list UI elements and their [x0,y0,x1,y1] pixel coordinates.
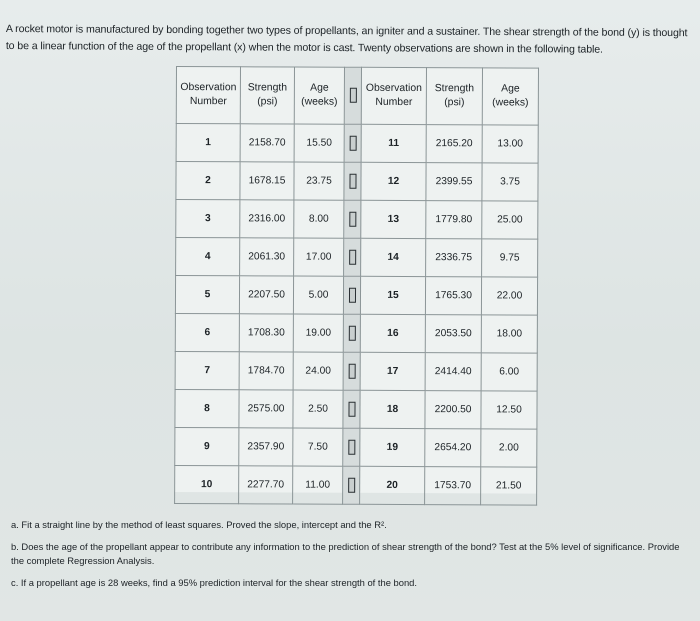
cell-strength: 2165.20 [426,125,482,163]
cell-observation-number: 18 [360,390,425,428]
separator-mark [349,88,356,103]
table-row [175,389,537,429]
observations-table [174,66,539,506]
question-a: a. Fit a straight line by the method of least squares. Proved the slope, intercept and the R². [11,519,387,530]
column-separator [343,466,360,504]
cell-strength: 2414.40 [425,353,481,391]
cell-age: 2.50 [293,390,343,428]
cell-age: 21.50 [481,467,537,505]
cell-age: 22.00 [481,277,537,315]
cell-observation-number: 15 [360,276,425,314]
cell-strength: 2654.20 [425,429,481,467]
column-separator [344,67,361,124]
cell-observation-number: 20 [360,466,425,504]
separator-mark [348,364,355,379]
header-observation-number-2: Observation Number [361,67,426,124]
table-row [176,124,538,164]
separator-mark [349,174,356,189]
cell-strength: 2277.70 [239,466,293,504]
cell-observation-number: 2 [176,162,240,200]
cell-strength: 2200.50 [425,391,481,429]
table-row [175,427,537,467]
cell-age: 19.00 [293,314,343,352]
cell-observation-number: 8 [175,389,239,427]
separator-mark [348,478,355,493]
cell-observation-number: 13 [361,200,426,238]
header-observation-number: Observation Number [176,67,240,124]
table-row [175,465,537,505]
column-separator [343,428,360,466]
cell-observation-number: 6 [175,313,239,351]
cell-strength: 1753.70 [425,467,481,505]
column-separator [343,352,360,390]
cell-observation-number: 10 [175,465,239,503]
cell-age: 5.00 [293,276,343,314]
separator-mark [349,136,356,151]
cell-strength: 2061.30 [240,238,294,276]
cell-age: 15.50 [294,124,344,162]
cell-strength: 1779.80 [426,201,482,239]
cell-strength: 2399.55 [426,163,482,201]
cell-strength: 2357.90 [239,428,293,466]
cell-age: 8.00 [294,200,344,238]
separator-mark [349,250,356,265]
header-age: Age (weeks) [294,67,344,124]
cell-strength: 2207.50 [239,276,293,314]
cell-age: 18.00 [481,315,537,353]
cell-observation-number: 4 [176,238,240,276]
cell-strength: 1765.30 [425,277,481,315]
table-row [175,313,537,353]
cell-age: 3.75 [482,163,538,201]
table-row [175,351,537,391]
cell-observation-number: 16 [360,314,425,352]
column-separator [343,390,360,428]
table-row [176,238,538,278]
cell-observation-number: 1 [176,124,240,162]
cell-strength: 1784.70 [239,352,293,390]
cell-observation-number: 12 [361,162,426,200]
cell-observation-number: 14 [361,238,426,276]
column-separator [343,276,360,314]
cell-age: 6.00 [481,353,537,391]
cell-strength: 2575.00 [239,390,293,428]
cell-strength: 1708.30 [239,314,293,352]
question-c: c. If a propellant age is 28 weeks, find a 95% prediction interval for the shear strength of the bond. [11,576,417,588]
cell-strength: 2158.70 [240,124,294,162]
cell-age: 24.00 [293,352,343,390]
cell-age: 13.00 [482,125,538,163]
cell-strength: 1678.15 [240,162,294,200]
table-row [176,162,538,202]
question-b: b. Does the age of the propellant appear to contribute any information to the prediction of shear strength of the bond? Test at the 5% level of significance. Provide the complete Regression Analysis. [11,540,680,566]
table-header-row [176,67,538,126]
questions-list [11,518,691,597]
cell-strength: 2053.50 [425,315,481,353]
separator-mark [348,326,355,341]
problem-intro: A rocket motor is manufactured by bonding together two types of propellants, an igniter and a sustainer. The shear strength of the bond (y) is thought to be a linear function of the age of the propellant (x) when the motor is cast. Twenty observations are shown in the following table. [5,22,688,56]
column-separator [344,238,361,276]
separator-mark [348,440,355,455]
column-separator [343,314,360,352]
data-table-container [174,66,538,494]
column-separator [344,162,361,200]
separator-mark [348,402,355,417]
header-strength: Strength (psi) [240,67,294,124]
table-row [176,200,538,240]
cell-observation-number: 5 [175,276,239,314]
header-age-2: Age (weeks) [482,68,538,125]
separator-mark [348,288,355,303]
header-strength-2: Strength (psi) [426,68,482,125]
cell-age: 7.50 [293,428,343,466]
cell-observation-number: 3 [176,200,240,238]
cell-observation-number: 9 [175,427,239,465]
cell-age: 23.75 [294,162,344,200]
cell-age: 9.75 [482,239,538,277]
column-separator [344,124,361,162]
cell-observation-number: 19 [360,428,425,466]
cell-observation-number: 7 [175,351,239,389]
cell-age: 11.00 [293,466,343,504]
separator-mark [349,212,356,227]
column-separator [344,200,361,238]
cell-age: 17.00 [294,238,344,276]
cell-age: 2.00 [481,429,537,467]
cell-strength: 2316.00 [240,200,294,238]
table-row [175,276,537,316]
cell-strength: 2336.75 [426,239,482,277]
cell-observation-number: 17 [360,352,425,390]
cell-age: 25.00 [482,201,538,239]
cell-observation-number: 11 [361,124,426,162]
cell-age: 12.50 [481,391,537,429]
